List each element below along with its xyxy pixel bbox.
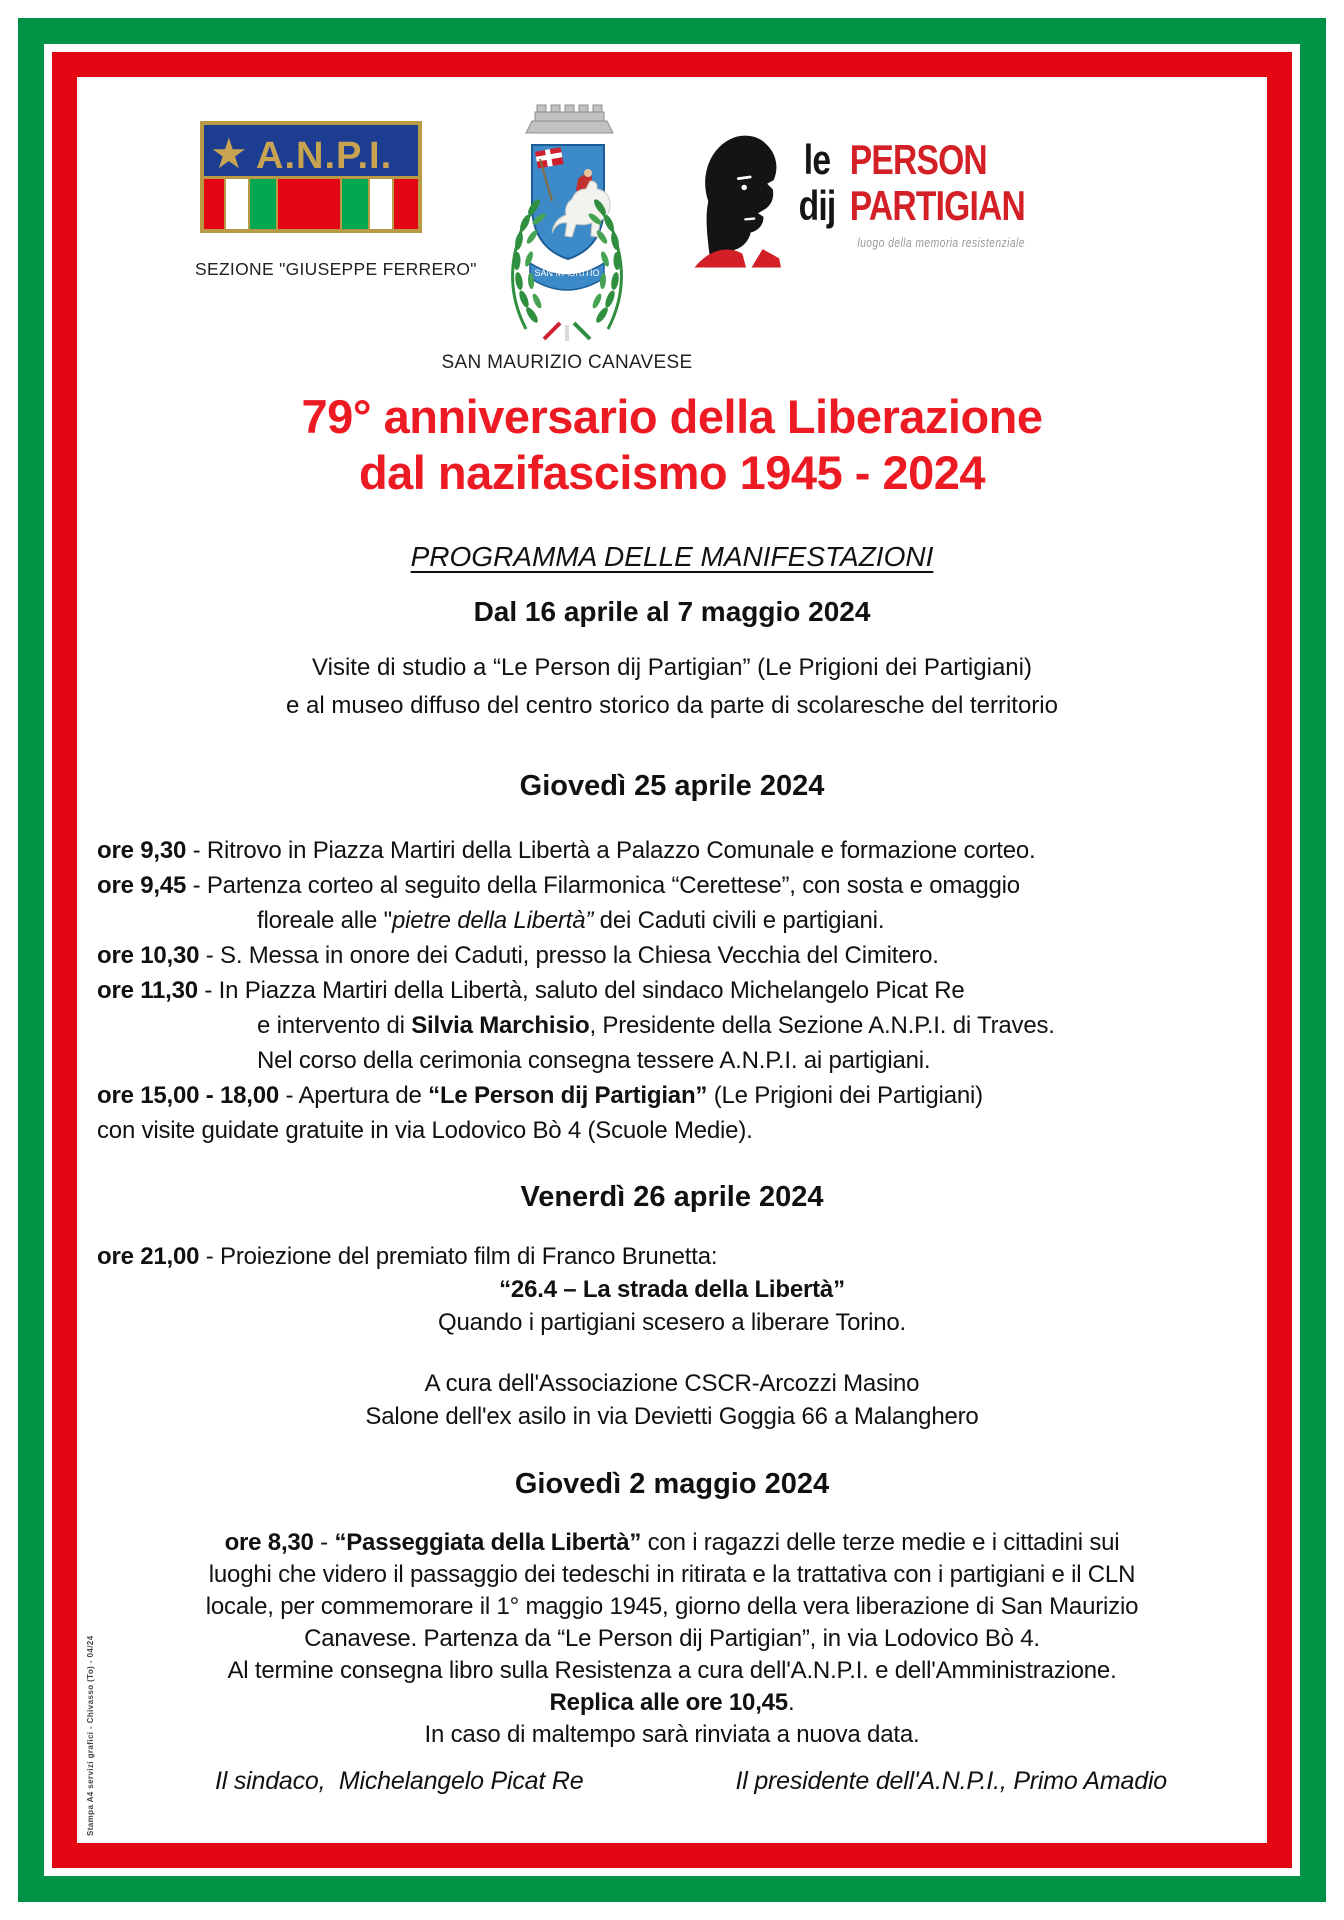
period-heading: Dal 16 aprile al 7 maggio 2024: [473, 596, 871, 627]
anpi-logo: [200, 121, 422, 233]
schedule-line: Nel corso della cerimonia consegna tessere A.N.P.I. ai partigiani.: [257, 1047, 931, 1074]
schedule-fri-26: [77, 1240, 1267, 1339]
film-title-line: “26.4 – La strada della Libertà”: [499, 1276, 845, 1303]
intro-paragraph: [77, 649, 1267, 725]
person-dij-partigian-logo: [689, 127, 1049, 270]
heading-fri-26-april: Venerdì 26 aprile 2024: [520, 1181, 824, 1213]
president-signature: Il presidente dell'A.N.P.I., Primo Amadio: [735, 1767, 1167, 1795]
anpi-section-label: SEZIONE "GIUSEPPE FERRERO": [195, 259, 477, 279]
schedule-line: In caso di maltempo sarà rinviata a nuova data.: [424, 1721, 920, 1748]
signatures-row: [77, 1767, 1267, 1796]
venue-line: Salone dell'ex asilo in via Devietti Goggia 66 a Malanghero: [365, 1403, 979, 1430]
schedule-line: e intervento di Silvia Marchisio, Presidente della Sezione A.N.P.I. di Traves.: [257, 1012, 1055, 1039]
schedule-line: ore 10,30 - S. Messa in onore dei Caduti, presso la Chiesa Vecchia del Cimitero.: [97, 942, 939, 969]
poster-title: [77, 389, 1267, 501]
logo-word-le: le: [803, 136, 831, 183]
person-logo-text: [789, 137, 1025, 250]
schedule-line: luoghi che videro il passaggio dei tedeschi in ritirata e la trattativa con i partigiani e il CLN: [208, 1561, 1136, 1588]
schedule-line: Replica alle ore 10,45.: [549, 1689, 795, 1716]
schedule-line: ore 9,45 - Partenza corteo al seguito della Filarmonica “Cerettese”, con sosta e omaggio: [97, 872, 1020, 899]
schedule-thu-25: [77, 833, 1267, 1148]
partisan-face-icon: [689, 127, 781, 270]
title-line-2: dal nazifascismo 1945 - 2024: [358, 446, 986, 499]
intro-line-2: e al museo diffuso del centro storico da parte di scolaresche del territorio: [286, 692, 1058, 719]
schedule-line: ore 21,00 - Proiezione del premiato film di Franco Brunetta:: [97, 1243, 718, 1270]
tricolor-ribbon: [204, 179, 418, 229]
schedule-line: Canavese. Partenza da “Le Person dij Partigian”, in via Lodovico Bò 4.: [304, 1625, 1040, 1652]
print-credit: Stampa A4 servizi grafici - Chivasso (To) - 04/24: [86, 1635, 95, 1836]
title-line-1: 79° anniversario della Liberazione: [301, 390, 1043, 443]
anpi-acronym: A.N.P.I.: [256, 135, 393, 177]
mayor-signature: Il sindaco, Michelangelo Picat Re: [215, 1767, 584, 1795]
schedule-line: floreale alle "pietre della Libertà” dei Caduti civili e partigiani.: [257, 907, 885, 934]
venue-block: [77, 1367, 1267, 1433]
star-icon: ★: [210, 130, 248, 177]
heading-thu-2-may: Giovedì 2 maggio 2024: [514, 1468, 830, 1500]
anpi-column: [195, 121, 477, 280]
schedule-line: con visite guidate gratuite in via Lodovico Bò 4 (Scuole Medie).: [97, 1117, 753, 1144]
schedule-line: ore 11,30 - In Piazza Martiri della Libertà, saluto del sindaco Michelangelo Picat Re: [97, 977, 965, 1004]
person-logo-line1: [789, 137, 1025, 183]
logo-word-dij: dij: [798, 182, 836, 229]
schedule-line: Quando i partigiani scesero a liberare Torino.: [438, 1309, 906, 1336]
person-logo-line2: [789, 183, 1025, 229]
wreath-ribbon: [544, 323, 590, 341]
logo-word-person: PERSON: [849, 136, 987, 183]
schedule-line: locale, per commemorare il 1° maggio 1945, giorno della vera liberazione di San Maurizio: [205, 1593, 1139, 1620]
person-logo-tagline: luogo della memoria resistenziale: [857, 235, 1025, 250]
schedule-line: Al termine consegna libro sulla Resistenza a cura dell'A.N.P.I. e dell'Amministrazione.: [227, 1657, 1117, 1684]
venue-line: A cura dell'Associazione CSCR-Arcozzi Masino: [424, 1370, 920, 1397]
poster-content: [77, 77, 1267, 1843]
comune-name-label: SAN MAURIZIO CANAVESE: [441, 352, 693, 373]
intro-line-1: Visite di studio a “Le Person dij Partigian” (Le Prigioni dei Partigiani): [312, 654, 1032, 681]
schedule-line: ore 9,30 - Ritrovo in Piazza Martiri della Libertà a Palazzo Comunale e formazione corteo.: [97, 837, 1036, 864]
logo-header: [77, 77, 1267, 389]
comune-coat-of-arms: [492, 101, 642, 346]
schedule-thu-2: [77, 1527, 1267, 1751]
schedule-line: ore 8,30 - “Passeggiata della Libertà” con i ragazzi delle terze medie e i cittadini sui: [224, 1529, 1120, 1556]
comune-column: [405, 101, 729, 374]
program-subtitle: PROGRAMMA DELLE MANIFESTAZIONI: [410, 541, 934, 572]
logo-word-partigian: PARTIGIAN: [849, 182, 1025, 229]
schedule-line: ore 15,00 - 18,00 - Apertura de “Le Person dij Partigian” (Le Prigioni dei Partigiani): [97, 1082, 983, 1109]
heading-thu-25-april: Giovedì 25 aprile 2024: [519, 770, 825, 802]
mural-crown-icon: [526, 105, 613, 133]
banner-text: SAN MAURITIO: [534, 268, 600, 278]
